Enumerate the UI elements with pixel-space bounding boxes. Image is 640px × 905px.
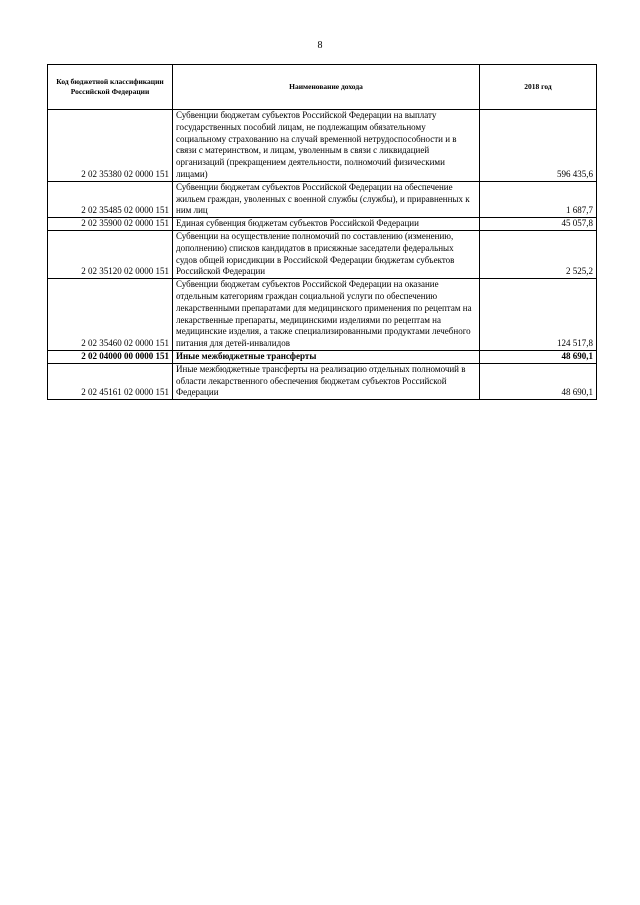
row-code: 2 02 35120 02 0000 151 bbox=[48, 230, 173, 278]
table-header-row bbox=[48, 65, 597, 110]
table-row bbox=[48, 279, 597, 351]
row-name: Субвенции бюджетам субъектов Российской Федерации на обеспечение жильем граждан, уволенных с военной службы (службы), и приравненных к ним лиц bbox=[173, 181, 480, 217]
row-amount: 2 525,2 bbox=[480, 230, 597, 278]
row-code: 2 02 45161 02 0000 151 bbox=[48, 363, 173, 399]
table-row bbox=[48, 350, 597, 363]
table-row bbox=[48, 218, 597, 231]
row-code: 2 02 35485 02 0000 151 bbox=[48, 181, 173, 217]
row-amount: 45 057,8 bbox=[480, 218, 597, 231]
header-name: Наименование дохода bbox=[173, 65, 480, 110]
row-code: 2 02 35380 02 0000 151 bbox=[48, 110, 173, 182]
row-name: Иные межбюджетные трансферты на реализацию отдельных полномочий в области лекарственного обеспечения бюджетам субъектов Российской Федерации bbox=[173, 363, 480, 399]
row-amount: 1 687,7 bbox=[480, 181, 597, 217]
row-name: Субвенции бюджетам субъектов Российской Федерации на оказание отдельным категориям граждан социальной услуги по обеспечению лекарственными препаратами для медицинского применения по рецептам на лекарственные препараты, медицинскими изделиями по рецептам на медицинские изделия, а также специализированными продуктами лечебного питания для детей-инвалидов bbox=[173, 279, 480, 351]
header-code: Код бюджетной классификации Российской Федерации bbox=[48, 65, 173, 110]
row-amount: 596 435,6 bbox=[480, 110, 597, 182]
row-amount: 48 690,1 bbox=[480, 363, 597, 399]
table-row bbox=[48, 363, 597, 399]
row-code: 2 02 35460 02 0000 151 bbox=[48, 279, 173, 351]
row-name: Субвенции на осуществление полномочий по составлению (изменению, дополнению) списков кандидатов в присяжные заседатели федеральных судов общей юрисдикции в Российской Федерации бюджетам субъектов Российской Федерации bbox=[173, 230, 480, 278]
table-row bbox=[48, 181, 597, 217]
row-code: 2 02 04000 00 0000 151 bbox=[48, 350, 173, 363]
page-number: 8 bbox=[317, 40, 323, 51]
table-body bbox=[48, 110, 597, 400]
table-row bbox=[48, 230, 597, 278]
row-name: Иные межбюджетные трансферты bbox=[173, 350, 480, 363]
revenue-table bbox=[47, 64, 597, 400]
row-amount: 48 690,1 bbox=[480, 350, 597, 363]
header-year: 2018 год bbox=[480, 65, 597, 110]
row-amount: 124 517,8 bbox=[480, 279, 597, 351]
row-code: 2 02 35900 02 0000 151 bbox=[48, 218, 173, 231]
row-name: Субвенции бюджетам субъектов Российской Федерации на выплату государственных пособий лицам, не подлежащим обязательному социальному страхованию на случай временной нетрудоспособности и в связи с материнством, и лицам, уволенным в связи с ликвидацией организаций (прекращением деятельности, полномочий физическими лицами) bbox=[173, 110, 480, 182]
table-row bbox=[48, 110, 597, 182]
row-name: Единая субвенция бюджетам субъектов Российской Федерации bbox=[173, 218, 480, 231]
